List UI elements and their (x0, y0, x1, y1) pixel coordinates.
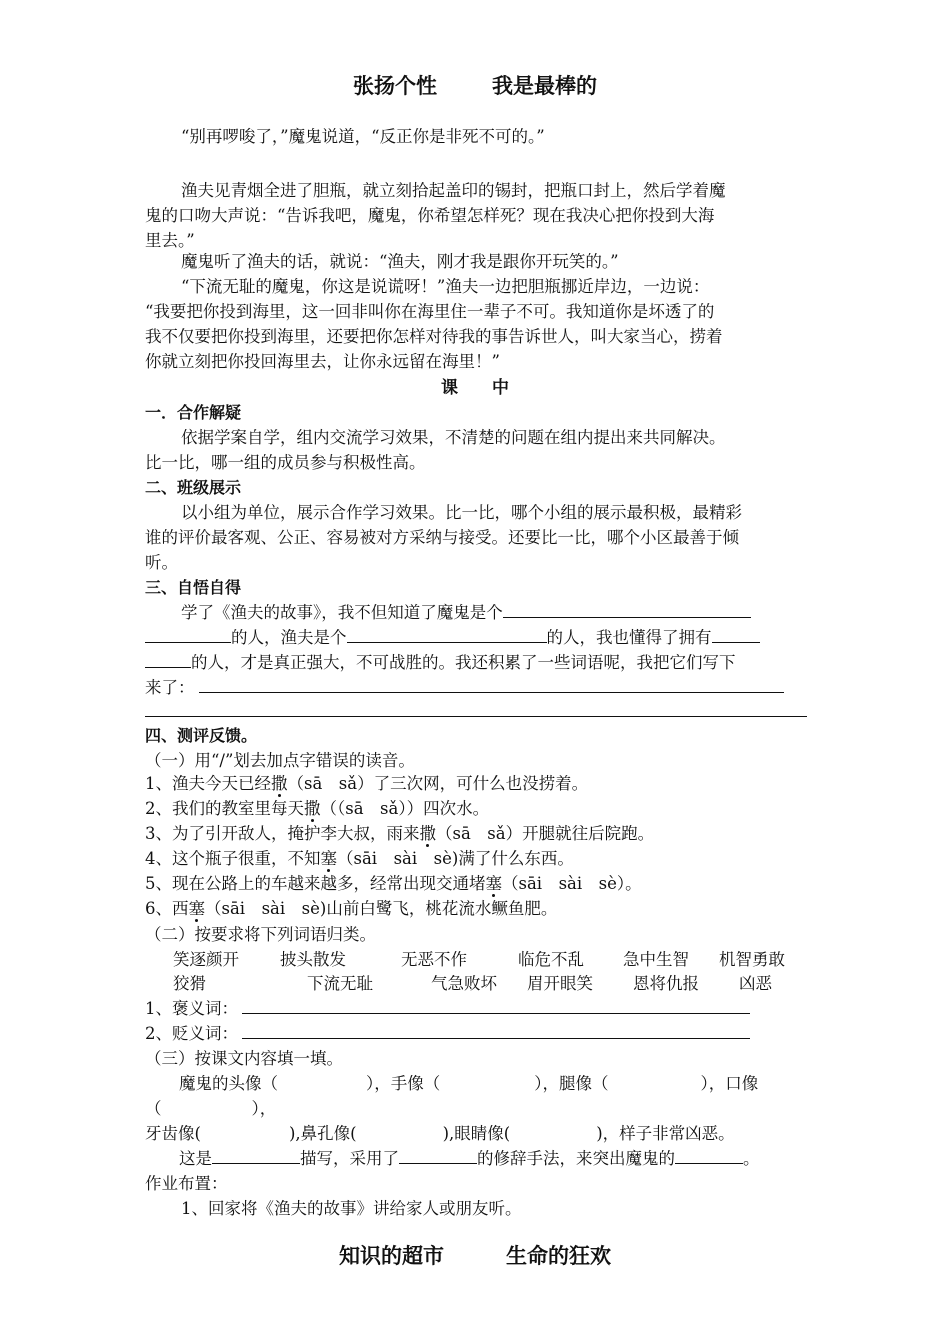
word-row-2 (145, 971, 810, 996)
section-3-line-4 (145, 675, 810, 700)
question-1-item (145, 796, 810, 821)
item-prefix: 3、为了引开敌人，掩护李大叔，雨来 (145, 824, 420, 843)
item-suffix: （（sā sǎ））四次水。 (320, 799, 490, 818)
item-suffix: （sāi sài sè）。 (502, 874, 642, 893)
story-paragraph-4-line-2: “我要把你投到海里，这一回非叫你在海里住一辈子不可。我知道你是坏透了的 (145, 302, 715, 321)
fill-blank-words[interactable] (199, 675, 784, 693)
question-3-line-4 (145, 1146, 844, 1171)
question-1-item (145, 896, 810, 921)
section-3-line-3-text: 的人，才是真正强大，不可战胜的。我还积累了一些词语呢，我把它们写下 (191, 653, 736, 672)
word-row-1 (145, 947, 810, 972)
class-section-title: 课 中 (441, 378, 509, 398)
mouth-open-paren: （ (145, 1099, 162, 1118)
section-2-line-3: 听。 (145, 553, 178, 572)
question-2-title: （二）按要求将下列词语归类。 (145, 925, 376, 944)
word-item: 急中生智 (623, 950, 689, 969)
question-1-item (145, 821, 810, 846)
question-1-title: （一）用“/”划去加点字错误的读音。 (145, 751, 415, 770)
bottom-motto (0, 1240, 950, 1270)
fill-blank-fisherman-trait[interactable] (347, 625, 547, 643)
word-item: 披头散发 (280, 950, 346, 969)
teeth-text: 牙齿像( (145, 1124, 201, 1143)
word-item: 无恶不作 (401, 950, 467, 969)
praise-words-row (145, 996, 810, 1021)
story-paragraph-4-line-1: “下流无耻的魔鬼，你这是说谎呀！”渔夫一边把胆瓶挪近岸边，一边说： (181, 277, 710, 296)
fill-blank-possess-cont[interactable] (145, 650, 191, 668)
mouth-text: ），口像 (700, 1074, 759, 1093)
leg-text: ），腿像（ (534, 1074, 609, 1093)
praise-words-label: 1、褒义词： (145, 999, 238, 1018)
praise-words-blank[interactable] (242, 996, 750, 1014)
story-paragraph-4-line-3: 我不仅要把你投到海里，还要把你怎样对待我的事告诉世人，叫大家当心，捞着 (145, 327, 723, 346)
word-item: 恩将仇报 (633, 974, 699, 993)
word-item: 狡猾 (173, 974, 206, 993)
mouth-close-paren: ）， (251, 1099, 277, 1118)
section-3-line-2 (145, 625, 810, 650)
section-2-line-1: 以小组为单位，展示合作学习效果。比一比，哪个小组的展示最积极，最精彩 (181, 503, 742, 522)
top-motto-right: 我是最棒的 (492, 74, 597, 98)
story-paragraph-2-line-3: 里去。” (145, 231, 195, 250)
head-text: 魔鬼的头像（ (179, 1074, 278, 1093)
homework-item-1: 1、回家将《渔夫的故事》讲给家人或朋友听。 (181, 1199, 522, 1218)
fill-blank-devil-trait[interactable] (503, 600, 751, 618)
dotted-char: 塞 (188, 899, 205, 918)
derog-words-blank[interactable] (242, 1021, 750, 1039)
story-paragraph-2-line-2: 鬼的口吻大声说：“告诉我吧，魔鬼，你希望怎样死？现在我决心把你投到大海 (145, 206, 715, 225)
question-3-line-1 (145, 1071, 844, 1096)
section-1-line-1: 依据学案自学，组内交流学习效果，不清楚的问题在组内提出来共同解决。 (181, 428, 726, 447)
item-suffix: （sāi sài sè)山前白鹭飞，桃花流水鳜鱼肥。 (205, 899, 558, 918)
top-motto (0, 70, 950, 100)
appearance-text: )，样子非常凶恶。 (596, 1124, 735, 1143)
top-motto-left: 张扬个性 (353, 74, 437, 98)
section-1-line-2: 比一比，哪一组的成员参与积极性高。 (145, 453, 426, 472)
dotted-char: 撒 (271, 774, 288, 793)
section-2-title: 二、班级展示 (145, 478, 242, 497)
derog-words-label: 2、贬义词： (145, 1024, 238, 1043)
section-3-line-1-text: 学了《渔夫的故事》，我不但知道了魔鬼是个 (181, 603, 503, 622)
eyes-text: ),眼睛像( (442, 1124, 511, 1143)
rhetoric-blank[interactable] (399, 1146, 477, 1164)
word-item: 下流无耻 (307, 974, 373, 993)
story-paragraph-4-line-4: 你就立刻把你投回海里去，让你永远留在海里！” (145, 352, 500, 371)
question-1-item (145, 846, 810, 871)
dotted-char: 撒 (304, 799, 321, 818)
item-prefix: 2、我们的教室里每天 (145, 799, 304, 818)
story-paragraph-2-line-1: 渔夫见青烟全进了胆瓶，就立刻拾起盖印的锡封，把瓶口封上，然后学着魔 (181, 181, 726, 200)
section-1-title: 一．合作解疑 (145, 403, 242, 422)
bottom-motto-right: 生命的狂欢 (506, 1244, 611, 1268)
dotted-char: 塞 (485, 874, 502, 893)
description-type-blank[interactable] (212, 1146, 300, 1164)
story-paragraph-3: 魔鬼听了渔夫的话，就说：“渔夫，刚才我是跟你开玩笑的。” (181, 252, 619, 271)
devil-feature-blank[interactable] (675, 1146, 743, 1164)
fill-line-words-2[interactable] (145, 716, 807, 717)
section-3-line-3 (145, 650, 810, 675)
question-3-title: （三）按课文内容填一填。 (145, 1049, 343, 1068)
section-3-line-2-text-b: 的人，我也懂得了拥有 (546, 628, 712, 647)
item-suffix: （sā sǎ）了三次网，可什么也没捞着。 (287, 774, 589, 793)
bottom-motto-left: 知识的超市 (339, 1244, 444, 1268)
section-3-line-4-text: 来了： (145, 678, 195, 697)
fill-blank-possess[interactable] (712, 625, 760, 643)
section-2-line-2: 谁的评价最客观、公正、容易被对方采纳与接受。还要比一比，哪个小区最善于倾 (145, 528, 739, 547)
question-1-item (145, 871, 810, 896)
question-1-item (145, 771, 810, 796)
homework-title: 作业布置： (145, 1174, 228, 1193)
item-prefix: 4、这个瓶子很重，不知 (145, 849, 321, 868)
item-prefix: 5、现在公路上的车越来越多，经常出现交通堵 (145, 874, 486, 893)
derog-words-row (145, 1021, 810, 1046)
word-item: 机智勇敢 (719, 950, 785, 969)
story-paragraph-1: “别再啰唆了，”魔鬼说道，“反正你是非死不可的。” (181, 127, 545, 146)
question-3-line-3 (145, 1121, 810, 1146)
word-item: 气急败坏 (431, 974, 497, 993)
dotted-char: 撒 (419, 824, 436, 843)
word-item: 眉开眼笑 (527, 974, 593, 993)
hand-text: ），手像（ (366, 1074, 441, 1093)
section-3-line-2-text-a: 的人，渔夫是个 (231, 628, 347, 647)
word-item: 笑逐颜开 (173, 950, 239, 969)
description-text-c: 的修辞手法，来突出魔鬼的 (477, 1149, 675, 1168)
word-item: 凶恶 (739, 974, 772, 993)
word-item: 临危不乱 (518, 950, 584, 969)
question-3-line-2 (145, 1096, 810, 1121)
fill-blank-devil-trait-cont[interactable] (145, 625, 231, 643)
dotted-char: 塞 (320, 849, 337, 868)
item-prefix: 6、西 (145, 899, 189, 918)
section-3-title: 三、自悟自得 (145, 578, 242, 597)
section-3-line-1 (145, 600, 846, 625)
item-suffix: （sā sǎ）开腿就往后院跑。 (436, 824, 655, 843)
item-suffix: （sāi sài sè)满了什么东西。 (337, 849, 574, 868)
nose-text: ),鼻孔像( (288, 1124, 357, 1143)
description-text-a: 这是 (179, 1149, 212, 1168)
description-text-b: 描写，采用了 (300, 1149, 399, 1168)
description-text-d: 。 (743, 1149, 760, 1168)
section-4-title: 四、测评反馈。 (145, 726, 258, 745)
item-prefix: 1、渔夫今天已经 (145, 774, 271, 793)
